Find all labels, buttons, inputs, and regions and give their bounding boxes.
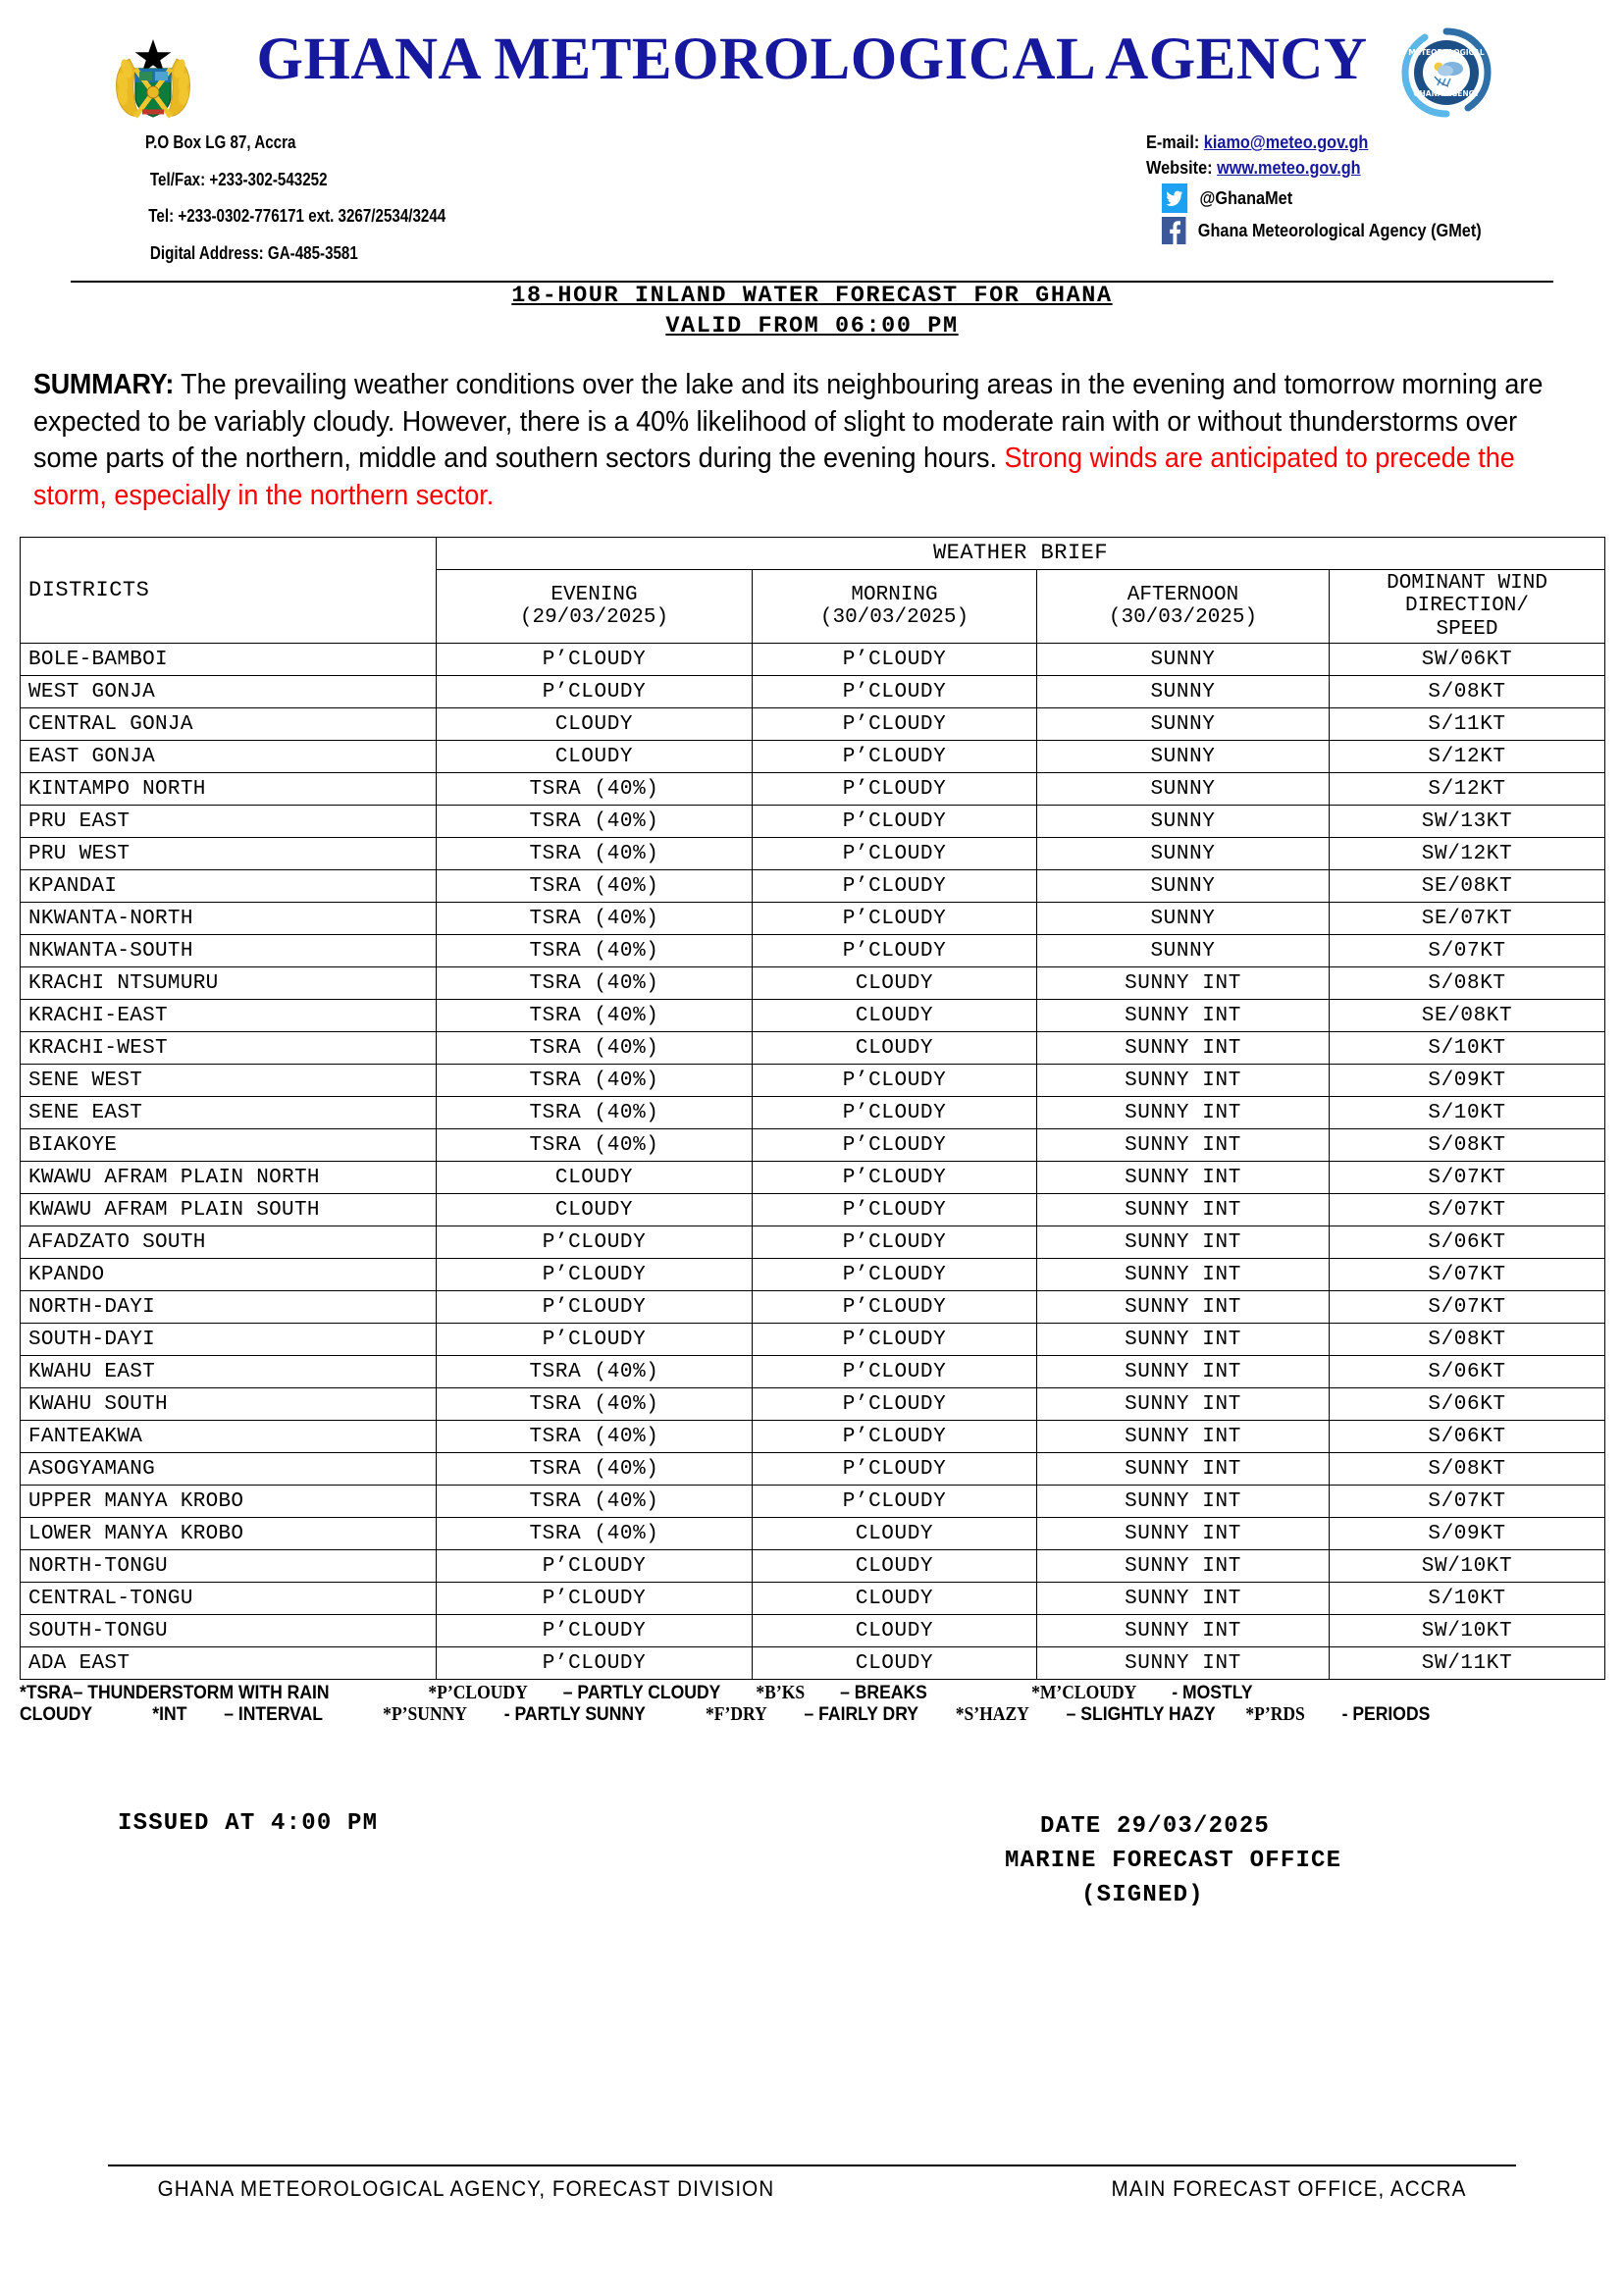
cell-district: UPPER MANYA KROBO (21, 1486, 437, 1518)
cell-evening: TSRA (40%) (437, 1356, 753, 1388)
legend-line-1 (20, 1683, 1600, 1704)
table-row (21, 870, 1605, 903)
po-box-line: P.O Box LG 87, Accra (145, 131, 296, 152)
cell-evening: TSRA (40%) (437, 1129, 753, 1162)
document-title-line1: 18-HOUR INLAND WATER FORECAST FOR GHANA (511, 283, 1113, 309)
table-row (21, 1356, 1605, 1388)
table-row (21, 1550, 1605, 1583)
cell-district: AFADZATO SOUTH (21, 1226, 437, 1259)
cell-evening: TSRA (40%) (437, 1032, 753, 1065)
cell-afternoon: SUNNY INT (1037, 1388, 1330, 1421)
cell-morning: P’CLOUDY (753, 1162, 1037, 1194)
cell-district: KWAWU AFRAM PLAIN NORTH (21, 1162, 437, 1194)
cell-wind: SW/10KT (1330, 1550, 1605, 1583)
cell-wind: S/12KT (1330, 741, 1605, 773)
cell-afternoon: SUNNY INT (1037, 1647, 1330, 1680)
cell-district: KRACHI-EAST (21, 1000, 437, 1032)
summary-red-alert-text: Strong winds are anticipated to precede the storm, especially in the northern sector. (33, 443, 1515, 512)
legend-mcloudy-abbr: *M’CLOUDY (1031, 1683, 1137, 1704)
table-row (21, 644, 1605, 676)
facebook-page-name: Ghana Meteorological Agency (GMet) (1197, 219, 1482, 240)
cell-afternoon: SUNNY INT (1037, 1162, 1330, 1194)
cell-evening: P’CLOUDY (437, 1615, 753, 1647)
cell-wind: S/06KT (1330, 1226, 1605, 1259)
cell-evening: P’CLOUDY (437, 1291, 753, 1324)
email-row (1146, 133, 1482, 152)
table-row (21, 1259, 1605, 1291)
legend-prds-abbr: *P’RDS (1245, 1704, 1305, 1726)
cell-morning: P’CLOUDY (753, 838, 1037, 870)
footer-left-text: GHANA METEOROLOGICAL AGENCY, FORECAST DIVISION (157, 2176, 775, 2201)
cell-district: NORTH-TONGU (21, 1550, 437, 1583)
table-row (21, 1162, 1605, 1194)
legend-bks-meaning: – BREAKS (840, 1682, 927, 1704)
cell-evening: CLOUDY (437, 1162, 753, 1194)
cell-district: SOUTH-DAYI (21, 1324, 437, 1356)
table-row (21, 1324, 1605, 1356)
cell-district: PRU EAST (21, 806, 437, 838)
cell-wind: S/08KT (1330, 1324, 1605, 1356)
cell-morning: P’CLOUDY (753, 870, 1037, 903)
signed-text: (SIGNED) (1081, 1881, 1204, 1908)
svg-text:METEOROLOGICAL: METEOROLOGICAL (1408, 48, 1485, 57)
cell-evening: TSRA (40%) (437, 1388, 753, 1421)
cell-afternoon: SUNNY INT (1037, 1259, 1330, 1291)
cell-afternoon: SUNNY INT (1037, 1421, 1330, 1453)
table-row (21, 1032, 1605, 1065)
cell-evening: TSRA (40%) (437, 1518, 753, 1550)
legend-pcloudy-abbr: *P’CLOUDY (428, 1683, 528, 1704)
cell-afternoon: SUNNY INT (1037, 1550, 1330, 1583)
header-afternoon-label: AFTERNOON (1126, 583, 1239, 606)
website-row (1146, 156, 1482, 178)
cell-district: LOWER MANYA KROBO (21, 1518, 437, 1550)
cell-afternoon: SUNNY (1037, 773, 1330, 806)
header-evening-date: (29/03/2025) (519, 606, 669, 630)
cell-wind: SW/06KT (1330, 644, 1605, 676)
cell-afternoon: SUNNY (1037, 870, 1330, 903)
header-divider (71, 281, 1553, 283)
table-row (21, 1065, 1605, 1097)
cell-wind: S/07KT (1330, 1194, 1605, 1226)
cell-district: NKWANTA-NORTH (21, 903, 437, 935)
header-wind-line2: DIRECTION/ (1404, 595, 1530, 618)
gmet-circular-logo-icon (1401, 27, 1492, 118)
summary-black-text: The prevailing weather conditions over the lake and its neighbouring areas in the evening and tomorrow morning are expected to be variably cloudy. However, there is a 40% likelihood of slight to moderate rain with or without thunderstorms over some parts of the northern, middle and southern sectors during the evening hours. (33, 369, 1544, 475)
table-row (21, 1226, 1605, 1259)
email-link[interactable]: kiamo@meteo.gov.gh (1203, 131, 1369, 152)
cell-district: KINTAMPO NORTH (21, 773, 437, 806)
facebook-row[interactable] (1162, 217, 1482, 244)
website-label: Website: (1146, 156, 1213, 178)
cell-morning: CLOUDY (753, 967, 1037, 1000)
cell-evening: P’CLOUDY (437, 1259, 753, 1291)
facebook-icon (1162, 217, 1186, 244)
cell-morning: P’CLOUDY (753, 1259, 1037, 1291)
cell-afternoon: SUNNY INT (1037, 1583, 1330, 1615)
table-row (21, 1615, 1605, 1647)
signature-block (1005, 1810, 1342, 1912)
table-row (21, 1486, 1605, 1518)
legend-mcloudy-meaning: - MOSTLY (1172, 1682, 1253, 1704)
cell-evening: P’CLOUDY (437, 1226, 753, 1259)
cell-evening: P’CLOUDY (437, 1324, 753, 1356)
table-row (21, 1097, 1605, 1129)
cell-wind: SE/08KT (1330, 1000, 1605, 1032)
cell-afternoon: SUNNY (1037, 708, 1330, 741)
cell-morning: P’CLOUDY (753, 1097, 1037, 1129)
cell-district: WEST GONJA (21, 676, 437, 708)
cell-morning: P’CLOUDY (753, 676, 1037, 708)
document-header (0, 0, 1624, 267)
cell-evening: TSRA (40%) (437, 1486, 753, 1518)
cell-evening: P’CLOUDY (437, 676, 753, 708)
cell-district: SENE EAST (21, 1097, 437, 1129)
cell-wind: SE/07KT (1330, 903, 1605, 935)
issued-at-text: ISSUED AT 4:00 PM (118, 1809, 379, 1837)
website-link[interactable]: www.meteo.gov.gh (1217, 156, 1361, 178)
cell-morning: P’CLOUDY (753, 806, 1037, 838)
table-row (21, 967, 1605, 1000)
legend-prds-meaning: - PERIODS (1341, 1703, 1431, 1726)
header-evening (437, 569, 753, 644)
twitter-handle: @GhanaMet (1199, 186, 1293, 208)
table-row (21, 1291, 1605, 1324)
header-dominant-wind (1330, 569, 1605, 644)
cell-morning: CLOUDY (753, 1647, 1037, 1680)
cell-afternoon: SUNNY INT (1037, 1324, 1330, 1356)
cell-morning: CLOUDY (753, 1000, 1037, 1032)
cell-wind: SW/10KT (1330, 1615, 1605, 1647)
header-morning (753, 569, 1037, 644)
svg-text:GHANA AGENCY: GHANA AGENCY (1413, 89, 1480, 98)
tel-line: Tel: +233-0302-776171 ext. 3267/2534/3244 (148, 205, 446, 226)
cell-morning: CLOUDY (753, 1550, 1037, 1583)
table-header-row-1 (21, 537, 1605, 569)
cell-morning: P’CLOUDY (753, 1356, 1037, 1388)
legend-tsra-meaning: – THUNDERSTORM WITH RAIN (73, 1682, 330, 1704)
cell-district: KRACHI NTSUMURU (21, 967, 437, 1000)
issue-block (0, 1785, 1624, 1932)
cell-district: SOUTH-TONGU (21, 1615, 437, 1647)
cell-district: KWAHU EAST (21, 1356, 437, 1388)
cell-wind: S/10KT (1330, 1097, 1605, 1129)
cell-morning: P’CLOUDY (753, 1291, 1037, 1324)
cell-afternoon: SUNNY (1037, 806, 1330, 838)
legend-pcloudy-meaning: – PARTLY CLOUDY (562, 1682, 721, 1704)
cell-morning: P’CLOUDY (753, 773, 1037, 806)
cell-afternoon: SUNNY INT (1037, 1291, 1330, 1324)
cell-wind: SW/12KT (1330, 838, 1605, 870)
cell-wind: S/08KT (1330, 676, 1605, 708)
cell-wind: S/08KT (1330, 1129, 1605, 1162)
issue-date-text: DATE 29/03/2025 (1040, 1812, 1271, 1840)
cell-afternoon: SUNNY (1037, 676, 1330, 708)
cell-district: BIAKOYE (21, 1129, 437, 1162)
cell-evening: TSRA (40%) (437, 935, 753, 967)
cell-wind: S/07KT (1330, 1291, 1605, 1324)
header-afternoon (1037, 569, 1330, 644)
cell-wind: S/10KT (1330, 1583, 1605, 1615)
legend-shazy-meaning: – SLIGHTLY HAZY (1066, 1703, 1216, 1726)
cell-district: KRACHI-WEST (21, 1032, 437, 1065)
cell-evening: P’CLOUDY (437, 1583, 753, 1615)
table-row (21, 1647, 1605, 1680)
cell-evening: TSRA (40%) (437, 1421, 753, 1453)
cell-wind: S/07KT (1330, 1259, 1605, 1291)
header-districts: DISTRICTS (21, 537, 437, 644)
document-title-line2: VALID FROM 06:00 PM (665, 313, 959, 340)
header-wind-line1: DOMINANT WIND (1387, 571, 1547, 595)
cell-morning: CLOUDY (753, 1583, 1037, 1615)
cell-evening: P’CLOUDY (437, 1550, 753, 1583)
cell-afternoon: SUNNY INT (1037, 1356, 1330, 1388)
cell-district: FANTEAKWA (21, 1421, 437, 1453)
cell-evening: TSRA (40%) (437, 806, 753, 838)
cell-morning: CLOUDY (753, 1518, 1037, 1550)
digital-address-line: Digital Address: GA-485-3581 (149, 241, 358, 263)
cell-morning: P’CLOUDY (753, 1453, 1037, 1486)
cell-wind: S/06KT (1330, 1388, 1605, 1421)
cell-wind: S/06KT (1330, 1421, 1605, 1453)
cell-afternoon: SUNNY (1037, 935, 1330, 967)
cell-wind: SE/08KT (1330, 870, 1605, 903)
twitter-row[interactable] (1162, 183, 1482, 213)
cell-evening: TSRA (40%) (437, 967, 753, 1000)
table-row (21, 838, 1605, 870)
cell-afternoon: SUNNY INT (1037, 1097, 1330, 1129)
cell-afternoon: SUNNY INT (1037, 1129, 1330, 1162)
cell-district: CENTRAL GONJA (21, 708, 437, 741)
cell-morning: CLOUDY (753, 1032, 1037, 1065)
cell-morning: CLOUDY (753, 1615, 1037, 1647)
header-morning-date: (30/03/2025) (819, 606, 969, 630)
cell-morning: P’CLOUDY (753, 1388, 1037, 1421)
issuing-office-text: MARINE FORECAST OFFICE (1005, 1847, 1342, 1874)
cell-evening: P’CLOUDY (437, 1647, 753, 1680)
cell-morning: P’CLOUDY (753, 935, 1037, 967)
legend-abbreviations (20, 1683, 1600, 1726)
tel-fax-line: Tel/Fax: +233-302-543252 (149, 168, 328, 189)
cell-district: ASOGYAMANG (21, 1453, 437, 1486)
cell-district: EAST GONJA (21, 741, 437, 773)
cell-wind: S/10KT (1330, 1032, 1605, 1065)
cell-evening: CLOUDY (437, 741, 753, 773)
cell-wind: S/08KT (1330, 967, 1605, 1000)
cell-afternoon: SUNNY (1037, 741, 1330, 773)
cell-morning: P’CLOUDY (753, 1324, 1037, 1356)
table-row (21, 1421, 1605, 1453)
cell-wind: S/12KT (1330, 773, 1605, 806)
cell-district: PRU WEST (21, 838, 437, 870)
table-row (21, 773, 1605, 806)
page-footer (49, 2176, 1576, 2202)
cell-wind: S/08KT (1330, 1453, 1605, 1486)
table-row (21, 708, 1605, 741)
twitter-icon (1162, 183, 1187, 213)
cell-district: KWAHU SOUTH (21, 1388, 437, 1421)
legend-shazy-abbr: *S’HAZY (955, 1704, 1029, 1726)
cell-wind: S/09KT (1330, 1518, 1605, 1550)
header-evening-label: EVENING (550, 583, 638, 606)
table-head (21, 537, 1605, 644)
cell-district: KPANDO (21, 1259, 437, 1291)
cell-evening: CLOUDY (437, 1194, 753, 1226)
cell-morning: P’CLOUDY (753, 1194, 1037, 1226)
legend-int-meaning: – INTERVAL (224, 1703, 323, 1726)
legend-psunny-abbr: *P’SUNNY (383, 1704, 467, 1726)
cell-evening: TSRA (40%) (437, 1453, 753, 1486)
table-row (21, 1583, 1605, 1615)
weather-forecast-table (20, 537, 1605, 1681)
legend-cloudy-cont: CLOUDY (20, 1703, 93, 1726)
contact-info-right (1146, 133, 1482, 244)
table-row (21, 741, 1605, 773)
cell-wind: S/07KT (1330, 1162, 1605, 1194)
cell-wind: SW/11KT (1330, 1647, 1605, 1680)
cell-afternoon: SUNNY INT (1037, 1032, 1330, 1065)
cell-district: KWAWU AFRAM PLAIN SOUTH (21, 1194, 437, 1226)
summary-paragraph (33, 367, 1585, 515)
cell-evening: TSRA (40%) (437, 870, 753, 903)
cell-morning: P’CLOUDY (753, 644, 1037, 676)
cell-afternoon: SUNNY (1037, 644, 1330, 676)
table-row (21, 903, 1605, 935)
cell-morning: P’CLOUDY (753, 708, 1037, 741)
legend-fdry-abbr: *F’DRY (705, 1704, 767, 1726)
cell-evening: TSRA (40%) (437, 903, 753, 935)
cell-wind: S/09KT (1330, 1065, 1605, 1097)
cell-evening: TSRA (40%) (437, 773, 753, 806)
legend-line-2 (20, 1704, 1600, 1726)
cell-wind: SW/13KT (1330, 806, 1605, 838)
cell-evening: P’CLOUDY (437, 644, 753, 676)
legend-tsra-abbr: *TSRA (20, 1682, 74, 1704)
contact-info-left (145, 133, 445, 281)
cell-afternoon: SUNNY INT (1037, 1226, 1330, 1259)
cell-wind: S/11KT (1330, 708, 1605, 741)
cell-district: SENE WEST (21, 1065, 437, 1097)
table-row (21, 935, 1605, 967)
cell-evening: TSRA (40%) (437, 838, 753, 870)
table-body (21, 644, 1605, 1680)
cell-morning: P’CLOUDY (753, 1226, 1037, 1259)
cell-evening: CLOUDY (437, 708, 753, 741)
cell-district: NKWANTA-SOUTH (21, 935, 437, 967)
footer-right-text: MAIN FORECAST OFFICE, ACCRA (1111, 2176, 1467, 2201)
header-wind-line3: SPEED (1436, 617, 1498, 641)
cell-evening: TSRA (40%) (437, 1097, 753, 1129)
footer-divider (108, 2165, 1516, 2166)
header-morning-label: MORNING (851, 583, 938, 606)
table-row (21, 1453, 1605, 1486)
cell-afternoon: SUNNY INT (1037, 1194, 1330, 1226)
page-title: GHANA METEOROLOGICAL AGENCY (256, 26, 1368, 92)
header-weather-brief: WEATHER BRIEF (437, 537, 1605, 569)
cell-district: ADA EAST (21, 1647, 437, 1680)
email-label: E-mail: (1146, 131, 1200, 152)
cell-morning: P’CLOUDY (753, 903, 1037, 935)
legend-psunny-meaning: - PARTLY SUNNY (503, 1703, 646, 1726)
cell-afternoon: SUNNY INT (1037, 1000, 1330, 1032)
table-row (21, 676, 1605, 708)
legend-int-abbr: *INT (152, 1703, 187, 1726)
cell-wind: S/07KT (1330, 1486, 1605, 1518)
table-row (21, 1518, 1605, 1550)
cell-morning: P’CLOUDY (753, 741, 1037, 773)
cell-district: CENTRAL-TONGU (21, 1583, 437, 1615)
table-row (21, 1388, 1605, 1421)
cell-wind: S/07KT (1330, 935, 1605, 967)
table-row (21, 1000, 1605, 1032)
cell-afternoon: SUNNY INT (1037, 1615, 1330, 1647)
cell-afternoon: SUNNY INT (1037, 1518, 1330, 1550)
cell-district: BOLE-BAMBOI (21, 644, 437, 676)
cell-evening: TSRA (40%) (437, 1065, 753, 1097)
cell-morning: P’CLOUDY (753, 1065, 1037, 1097)
table-row (21, 1194, 1605, 1226)
legend-bks-abbr: *B’KS (756, 1683, 806, 1704)
cell-wind: S/06KT (1330, 1356, 1605, 1388)
cell-evening: TSRA (40%) (437, 1000, 753, 1032)
cell-afternoon: SUNNY (1037, 903, 1330, 935)
cell-afternoon: SUNNY (1037, 838, 1330, 870)
table-row (21, 1129, 1605, 1162)
cell-district: NORTH-DAYI (21, 1291, 437, 1324)
cell-morning: P’CLOUDY (753, 1421, 1037, 1453)
cell-afternoon: SUNNY INT (1037, 967, 1330, 1000)
cell-morning: P’CLOUDY (753, 1486, 1037, 1518)
cell-afternoon: SUNNY INT (1037, 1065, 1330, 1097)
summary-label: SUMMARY: (33, 369, 175, 401)
cell-district: KPANDAI (21, 870, 437, 903)
table-row (21, 806, 1605, 838)
cell-morning: P’CLOUDY (753, 1129, 1037, 1162)
cell-afternoon: SUNNY INT (1037, 1486, 1330, 1518)
header-afternoon-date: (30/03/2025) (1108, 606, 1258, 630)
cell-afternoon: SUNNY INT (1037, 1453, 1330, 1486)
legend-fdry-meaning: – FAIRLY DRY (804, 1703, 918, 1726)
